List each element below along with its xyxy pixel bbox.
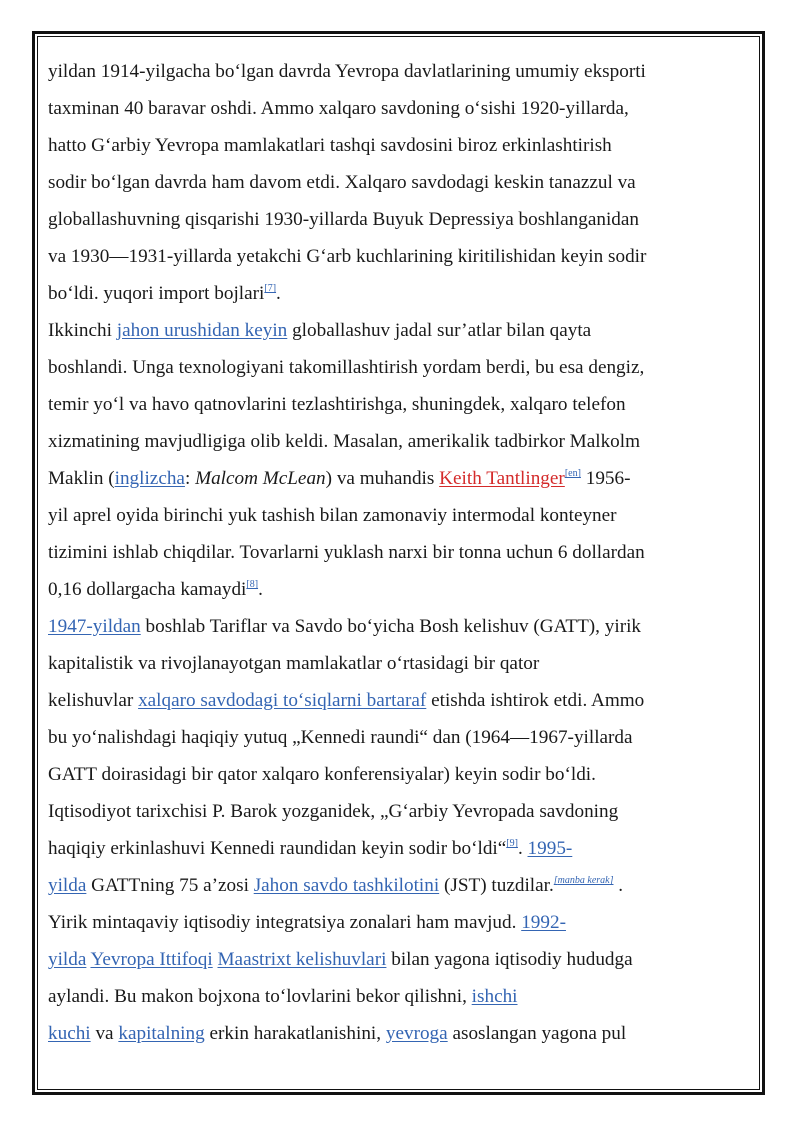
- text-segment: haqiqiy erkinlashuvi Kennedi raundidan keyin sodir bo‘ldi“: [48, 838, 507, 859]
- text-line: [48, 460, 728, 497]
- text-segment: 0,16 dollargacha kamaydi: [48, 579, 247, 600]
- text-segment: 1956-: [580, 468, 631, 489]
- text-line: [48, 830, 728, 867]
- text-segment: globallashuv jadal sur’atlar bilan qayta: [287, 320, 592, 341]
- text-line: sodir bo‘lgan davrda ham davom etdi. Xalqaro savdodagi keskin tanazzul va: [48, 172, 636, 193]
- text-line: va 1930—1931-yillarda yetakchi G‘arb kuchlarining kiritilishidan keyin sodir: [48, 246, 647, 267]
- text-segment: Maklin (: [48, 468, 115, 489]
- text-line: yil aprel oyida birinchi yuk tashish bilan zamonaviy intermodal konteyner: [48, 505, 617, 526]
- text-segment: .: [517, 838, 528, 859]
- link-1992-cont[interactable]: yilda: [48, 949, 87, 970]
- english-name: Malcom McLean: [195, 468, 326, 489]
- text-segment: .: [258, 579, 263, 600]
- text-line: tizimini ishlab chiqdilar. Tovarlarni yuklash narxi bir tonna uchun 6 dollardan: [48, 542, 645, 563]
- link-wto[interactable]: Jahon savdo tashkilotini: [253, 875, 440, 896]
- text-segment: Ikkinchi: [48, 320, 117, 341]
- text-segment: kelishuvlar: [48, 690, 139, 711]
- paragraph-gatt: [48, 608, 728, 904]
- article-body: [48, 53, 728, 1052]
- text-line: [48, 275, 728, 312]
- text-segment: .: [276, 283, 281, 304]
- text-line: [48, 904, 728, 941]
- text-line: GATT doirasidagi bir qator xalqaro konferensiyalar) keyin sodir bo‘ldi.: [48, 764, 596, 785]
- text-segment: erkin harakatlanishini,: [204, 1023, 386, 1044]
- text-line: [48, 867, 728, 904]
- text-segment: (JST) tuzdilar.: [439, 875, 554, 896]
- text-line: globallashuvning qisqarishi 1930-yillarda Buyuk Depressiya boshlanganidan: [48, 209, 639, 230]
- text-segment: :: [184, 468, 196, 489]
- reference-7-link[interactable]: [7]: [264, 283, 277, 294]
- link-1995[interactable]: 1995-: [527, 838, 573, 859]
- text-line: [48, 978, 728, 1015]
- link-keith-tantlinger[interactable]: Keith Tantlinger: [439, 468, 565, 489]
- paragraph-postwar-globalization: [48, 312, 728, 608]
- text-segment: etishda ishtirok etdi. Ammo: [426, 690, 645, 711]
- text-segment: va: [90, 1023, 119, 1044]
- citation-needed-text: manba kerak: [557, 875, 610, 886]
- text-line: taxminan 40 baravar oshdi. Ammo xalqaro savdoning o‘sishi 1920-yillarda,: [48, 98, 629, 119]
- paragraph-trade-history: [48, 53, 728, 312]
- bracket-open: [: [553, 875, 558, 886]
- text-line: [48, 1015, 728, 1052]
- link-european-union[interactable]: Yevropa Ittifoqi: [90, 949, 213, 970]
- reference-en-link[interactable]: [en]: [564, 468, 581, 479]
- reference-9-link[interactable]: [9]: [506, 838, 518, 849]
- text-segment: aylandi. Bu makon bojxona to‘lovlarini bekor qilishni,: [48, 986, 472, 1007]
- link-trade-barriers[interactable]: xalqaro savdodagi to‘siqlarni bartaraf: [138, 690, 427, 711]
- link-1995-cont[interactable]: yilda: [48, 875, 87, 896]
- text-segment: .: [613, 875, 624, 896]
- text-line: [48, 312, 728, 349]
- link-labor-cont[interactable]: kuchi: [48, 1023, 91, 1044]
- text-segment: boshlab Tariflar va Savdo bo‘yicha Bosh kelishuv (GATT), yirik: [140, 616, 642, 637]
- link-capital[interactable]: kapitalning: [118, 1023, 205, 1044]
- text-segment: asoslangan yagona pul: [447, 1023, 627, 1044]
- link-maastricht[interactable]: Maastrixt kelishuvlari: [217, 949, 387, 970]
- text-line: [48, 941, 728, 978]
- link-1947[interactable]: 1947-yildan: [48, 616, 141, 637]
- link-world-war[interactable]: jahon urushidan keyin: [116, 320, 288, 341]
- text-line: hatto G‘arbiy Yevropa mamlakatlari tashqi savdosini biroz erkinlashtirish: [48, 135, 612, 156]
- text-line: xizmatining mavjudligiga olib keldi. Masalan, amerikalik tadbirkor Malkolm: [48, 431, 641, 452]
- text-line: [48, 571, 728, 608]
- text-line: [48, 682, 728, 719]
- text-line: temir yo‘l va havo qatnovlarini tezlashtirishga, shuningdek, xalqaro telefon: [48, 394, 626, 415]
- text-segment: ) va muhandis: [325, 468, 440, 489]
- link-labor[interactable]: ishchi: [471, 986, 518, 1007]
- text-segment: bo‘ldi. yuqori import bojlari: [48, 283, 265, 304]
- link-1992[interactable]: 1992-: [521, 912, 566, 933]
- reference-8-link[interactable]: [8]: [246, 579, 259, 590]
- text-line: yildan 1914-yilgacha bo‘lgan davrda Yevropa davlatlarining umumiy eksporti: [48, 61, 646, 82]
- text-line: bu yo‘nalishdagi haqiqiy yutuq „Kennedi raundi“ dan (1964—1967-yillarda: [48, 727, 633, 748]
- text-line: kapitalistik va rivojlanayotgan mamlakatlar o‘rtasidagi bir qator: [48, 653, 540, 674]
- text-segment: GATTning 75 a’zosi: [86, 875, 254, 896]
- text-line: boshlandi. Unga texnologiyani takomillashtirish yordam berdi, bu esa dengiz,: [48, 357, 645, 378]
- bracket-close: ]: [609, 875, 614, 886]
- citation-needed-link[interactable]: [554, 875, 614, 886]
- link-english[interactable]: inglizcha: [114, 468, 185, 489]
- text-segment: Yirik mintaqaviy iqtisodiy integratsiya zonalari ham mavjud.: [48, 912, 522, 933]
- paragraph-regional-integration: [48, 904, 728, 1052]
- text-segment: bilan yagona iqtisodiy hududga: [386, 949, 633, 970]
- text-line: Iqtisodiyot tarixchisi P. Barok yozganidek, „G‘arbiy Yevropada savdoning: [48, 801, 619, 822]
- text-line: [48, 608, 728, 645]
- link-euro[interactable]: yevroga: [385, 1023, 448, 1044]
